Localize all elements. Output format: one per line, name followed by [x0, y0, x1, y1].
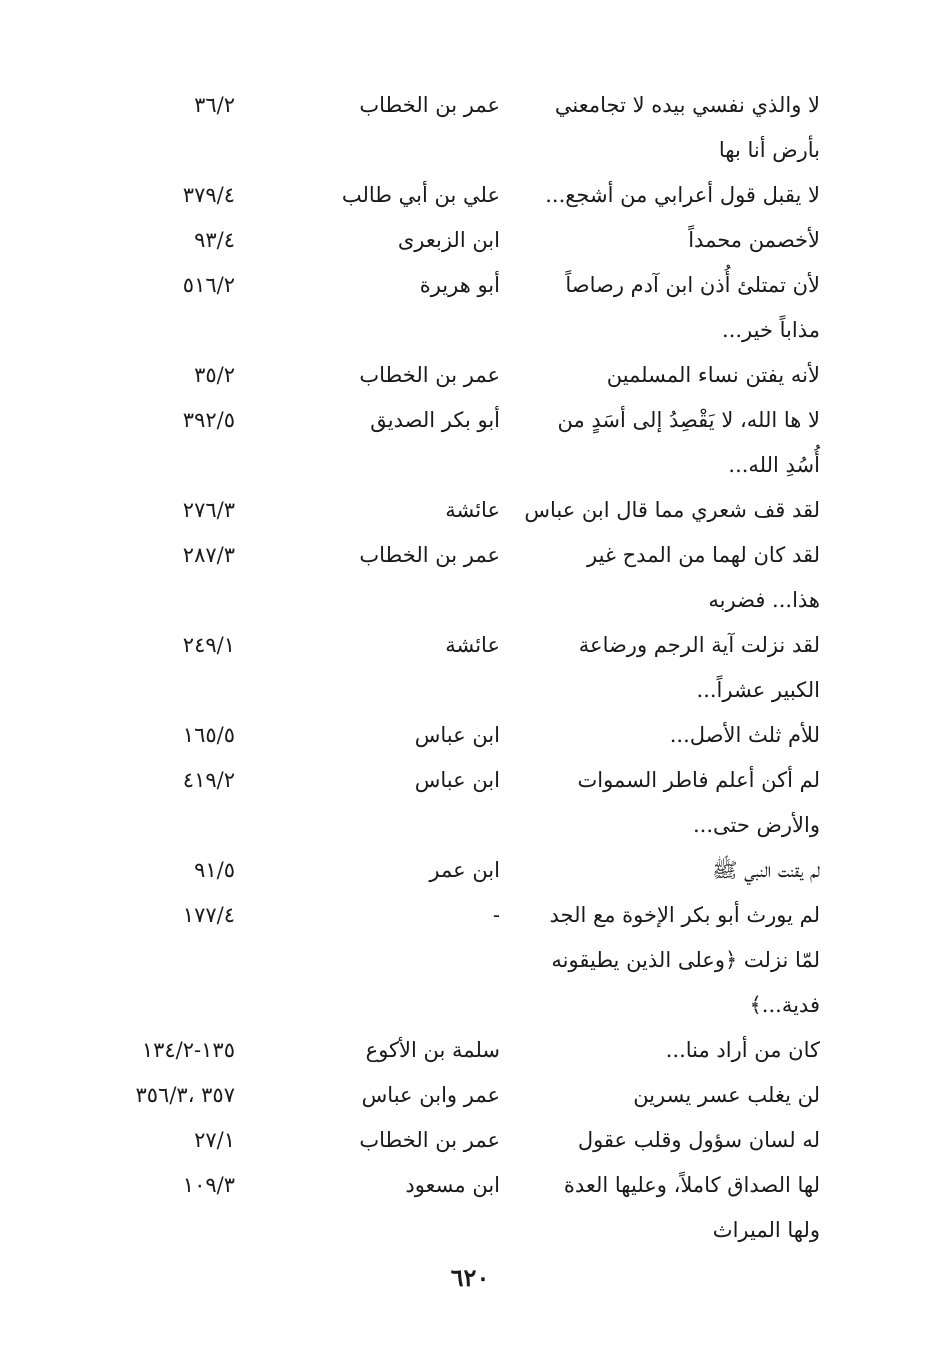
- narrator: أبو بكر الصديق: [370, 408, 500, 432]
- hadith-text: [530, 1163, 820, 1253]
- hadith-text: [530, 533, 820, 623]
- hadith-text-line: لم يقنت النبي ﷺ: [712, 858, 820, 882]
- hadith-text: [530, 398, 820, 488]
- narrator: أبو هريرة: [419, 273, 500, 297]
- index-row: [130, 1118, 820, 1163]
- narrator: عمر بن الخطاب: [359, 363, 500, 387]
- hadith-text: [530, 623, 820, 713]
- hadith-text-line: أُسُدِ الله...: [728, 453, 820, 477]
- hadith-text-line: لأخصمن محمداً: [688, 228, 820, 252]
- volume-page-reference: ٢٧٦/٣: [182, 498, 235, 522]
- volume-page-reference: ٩١/٥: [194, 858, 235, 882]
- narrator: عمر بن الخطاب: [359, 1128, 500, 1152]
- narrator: عائشة: [445, 633, 500, 657]
- index-row: [130, 1073, 820, 1118]
- index-row: [130, 713, 820, 758]
- volume-page-reference: ٢٧/١: [194, 1128, 235, 1152]
- narrator: ابن عباس: [414, 723, 500, 747]
- index-row: [130, 398, 820, 488]
- hadith-text-line: لمّا نزلت ﴿وعلى الذين يطيقونه: [551, 948, 820, 972]
- hadith-text-line: بأرض أنا بها: [718, 138, 820, 162]
- hadith-text: [530, 713, 820, 758]
- index-row: [130, 758, 820, 848]
- volume-page-reference: ٣٩٢/٥: [182, 408, 235, 432]
- hadith-text-line: كان من أراد منا...: [665, 1038, 820, 1062]
- volume-page-reference: ٣٥/٢: [194, 363, 235, 387]
- hadith-text: [524, 488, 820, 533]
- hadith-text: [530, 83, 820, 173]
- index-row: [130, 848, 820, 893]
- index-row: [130, 173, 820, 218]
- narrator: عمر بن الخطاب: [359, 93, 500, 117]
- hadith-text: [530, 848, 820, 893]
- hadith-text-line: لن يغلب عسر يسرين: [633, 1083, 820, 1107]
- index-row: [130, 1028, 820, 1073]
- hadith-text-line: والأرض حتى...: [692, 813, 820, 837]
- narrator: ابن عباس: [414, 768, 500, 792]
- volume-page-reference: ٢٤٩/١: [182, 633, 235, 657]
- hadith-text-line: لأنه يفتن نساء المسلمين: [606, 363, 820, 387]
- hadith-text-line: لا والذي نفسي بيده لا تجامعني: [554, 93, 820, 117]
- narrator: -: [492, 903, 500, 927]
- hadith-text-line: للأم ثلث الأصل...: [669, 723, 820, 747]
- narrator: سلمة بن الأكوع: [365, 1038, 500, 1062]
- index-row: [130, 533, 820, 623]
- volume-page-reference: ١٧٧/٤: [182, 903, 235, 927]
- hadith-index-table: [130, 83, 820, 1253]
- hadith-text-line: لأن تمتلئ أُذن ابن آدم رصاصاً: [565, 273, 820, 297]
- index-row: [130, 938, 820, 1028]
- index-row: [130, 488, 820, 533]
- narrator: ابن الزبعرى: [397, 228, 500, 252]
- hadith-text-line: لم أكن أعلم فاطر السموات: [577, 768, 820, 792]
- index-row: [130, 353, 820, 398]
- volume-page-reference: ٢٨٧/٣: [182, 543, 235, 567]
- hadith-text-line: لقد نزلت آية الرجم ورضاعة: [578, 633, 820, 657]
- hadith-text: [530, 1073, 820, 1118]
- hadith-text-line: الكبير عشراً...: [696, 678, 820, 702]
- narrator: ابن عمر: [429, 858, 500, 882]
- index-row: [130, 83, 820, 173]
- index-row: [130, 218, 820, 263]
- volume-page-reference: ٣٧٩/٤: [182, 183, 235, 207]
- hadith-text-line: ولها الميراث: [712, 1218, 820, 1242]
- hadith-text-line: مذاباً خير...: [722, 318, 820, 342]
- volume-page-reference: ٤١٩/٢: [182, 768, 235, 792]
- hadith-text: [530, 1118, 820, 1163]
- hadith-text: [530, 173, 820, 218]
- narrator: عائشة: [445, 498, 500, 522]
- index-row: [130, 623, 820, 713]
- volume-page-reference: ٣٥٧ ،٣٥٦/٣: [135, 1083, 235, 1107]
- index-row: [130, 1163, 820, 1253]
- hadith-text-line: فدية...﴾: [749, 993, 820, 1017]
- narrator: عمر بن الخطاب: [359, 543, 500, 567]
- volume-page-reference: ٥١٦/٢: [182, 273, 235, 297]
- volume-page-reference: ١٠٩/٣: [182, 1173, 235, 1197]
- hadith-text-line: هذا... فضربه: [708, 588, 820, 612]
- hadith-text: [530, 263, 820, 353]
- volume-page-reference: ٩٣/٤: [194, 228, 235, 252]
- index-row: [130, 893, 820, 938]
- hadith-text: [530, 758, 820, 848]
- hadith-text-line: له لسان سؤول وقلب عقول: [577, 1128, 820, 1152]
- narrator: عمر وابن عباس: [361, 1083, 500, 1107]
- hadith-text: [530, 893, 820, 938]
- volume-page-reference: ٣٦/٢: [194, 93, 235, 117]
- volume-page-reference: ١٣٥-١٣٤/٢: [141, 1038, 235, 1062]
- hadith-text-line: لقد قف شعري مما قال ابن عباس: [524, 498, 820, 522]
- volume-page-reference: ١٦٥/٥: [182, 723, 235, 747]
- hadith-text-line: لا يقبل قول أعرابي من أشجع...: [545, 183, 820, 207]
- hadith-text: [530, 353, 820, 398]
- hadith-text: [530, 218, 820, 263]
- hadith-text: [530, 1028, 820, 1073]
- hadith-text-line: لم يورث أبو بكر الإخوة مع الجد: [549, 903, 820, 927]
- hadith-text-line: لا ها الله، لا يَقْصِدُ إلى أسَدٍ من: [557, 408, 820, 432]
- hadith-text-line: لها الصداق كاملاً، وعليها العدة: [563, 1173, 820, 1197]
- narrator: ابن مسعود: [405, 1173, 500, 1197]
- index-row: [130, 263, 820, 353]
- page-number: ٦٢٠: [450, 1263, 490, 1292]
- hadith-text: [530, 938, 820, 1028]
- hadith-text-line: لقد كان لهما من المدح غير: [587, 543, 820, 567]
- narrator: علي بن أبي طالب: [341, 183, 500, 207]
